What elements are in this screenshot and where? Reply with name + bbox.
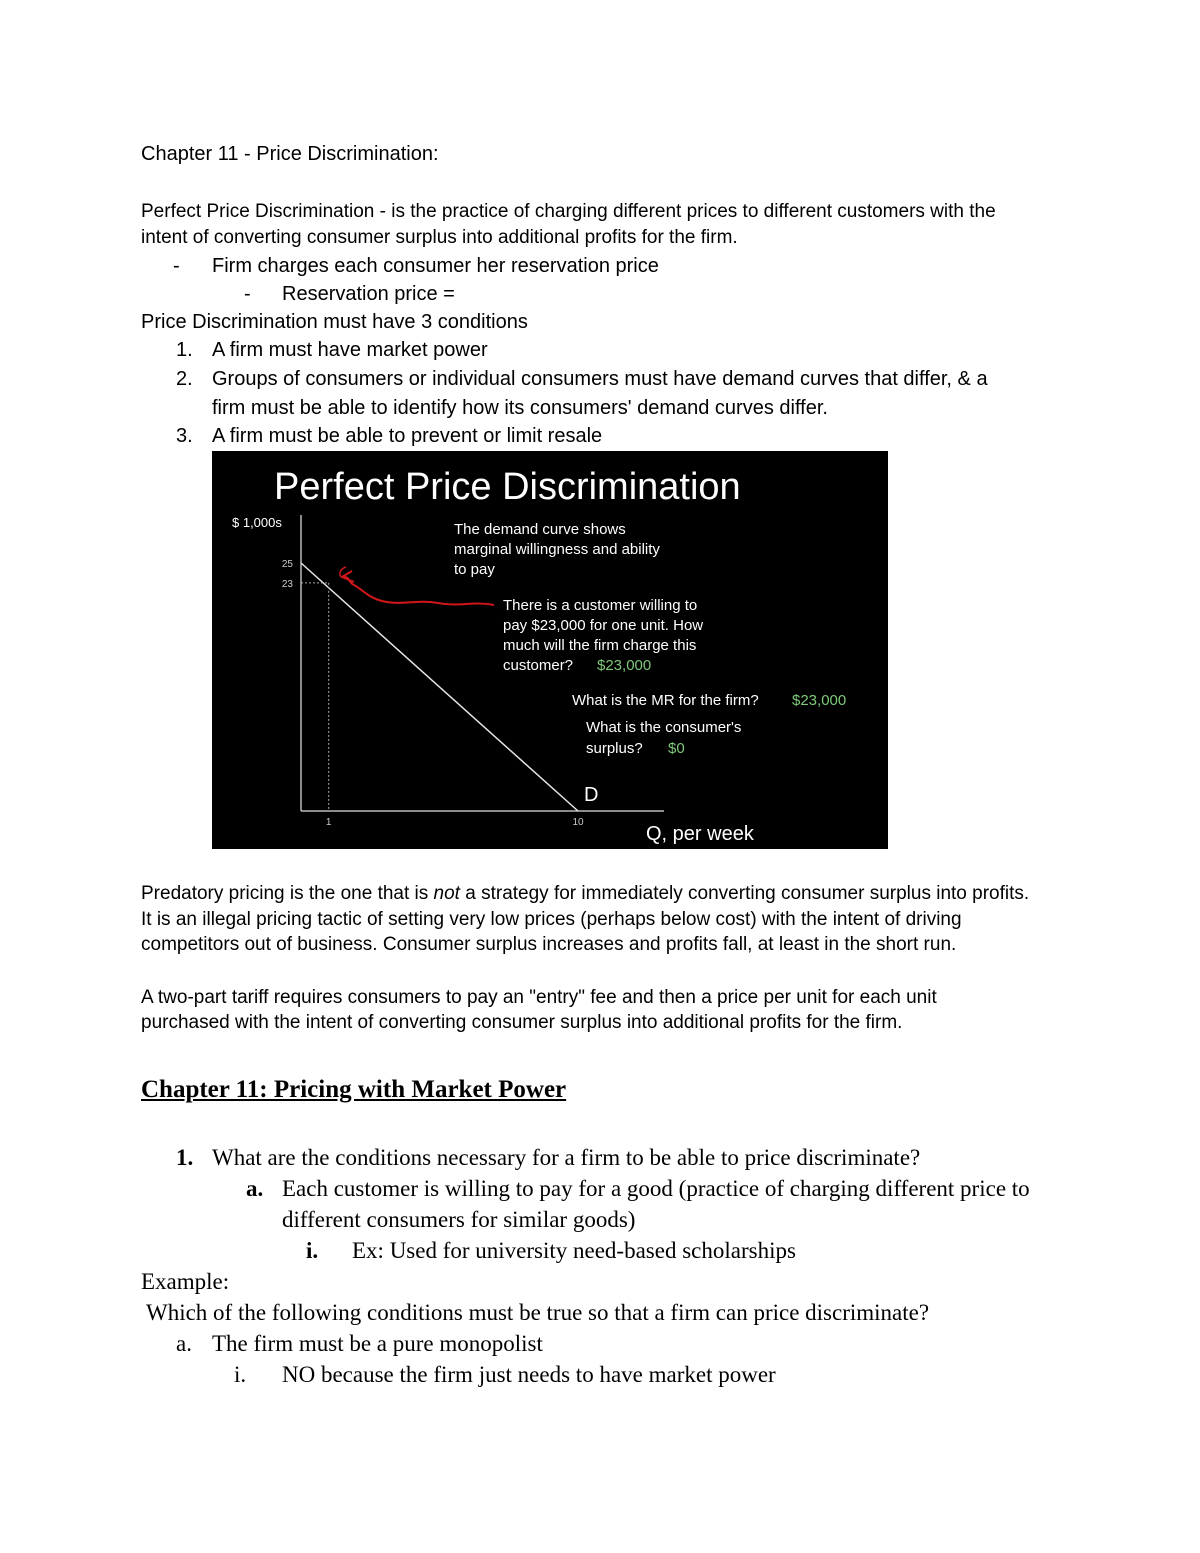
annotation-surplus-answer: $0 bbox=[668, 740, 685, 757]
annotation-customer-answer: $23,000 bbox=[597, 657, 652, 674]
condition-number: 2. bbox=[176, 368, 193, 390]
tariff-line1: A two-part tariff requires consumers to pay an "entry" fee and then a price per unit for each unit bbox=[141, 987, 937, 1008]
condition-number: 1. bbox=[176, 339, 193, 361]
annotation-mr-answer: $23,000 bbox=[792, 692, 847, 709]
option-sub-numeral: i. bbox=[234, 1362, 247, 1387]
annotation-customer-line3: much will the firm charge this bbox=[503, 637, 697, 654]
answer-text-line2: different consumers for similar goods) bbox=[282, 1207, 636, 1232]
condition-item: Groups of consumers or individual consumers must have demand curves that differ, & a bbox=[212, 368, 988, 390]
condition-item-continued: firm must be able to identify how its consumers' demand curves differ. bbox=[212, 397, 828, 419]
answer-letter: a. bbox=[246, 1176, 264, 1201]
annotation-customer-line4: customer? bbox=[503, 657, 574, 674]
predatory-line1-a: Predatory pricing is the one that is bbox=[141, 883, 434, 904]
option-sub-text: NO because the firm just needs to have market power bbox=[282, 1362, 776, 1387]
example-question: Which of the following conditions must be true so that a firm can price discriminate? bbox=[146, 1300, 930, 1325]
question-number: 1. bbox=[176, 1145, 194, 1170]
handwritten-arrowhead-icon bbox=[342, 571, 354, 582]
predatory-line2: It is an illegal pricing tactic of setting very low prices (perhaps below cost) with the intent of driving bbox=[141, 909, 962, 930]
option-letter: a. bbox=[176, 1331, 192, 1356]
ppd-definition-line1: Perfect Price Discrimination - is the practice of charging different prices to different customers with the bbox=[141, 201, 996, 222]
condition-item: A firm must have market power bbox=[212, 339, 488, 361]
chart-y-label: $ 1,000s bbox=[232, 515, 282, 530]
y-tick-label: 23 bbox=[281, 578, 293, 590]
sub-answer-numeral: i. bbox=[306, 1238, 319, 1263]
tariff-line2: purchased with the intent of converting consumer surplus into additional profits for the firm. bbox=[141, 1012, 903, 1033]
option-text: The firm must be a pure monopolist bbox=[212, 1331, 543, 1356]
demand-curve-label: D bbox=[584, 784, 599, 806]
bullet-dash: - bbox=[244, 283, 251, 305]
predatory-emphasis: not bbox=[433, 883, 460, 904]
question-text: What are the conditions necessary for a firm to be able to price discriminate? bbox=[212, 1145, 921, 1170]
example-label: Example: bbox=[141, 1269, 230, 1294]
perfect-price-discrimination-slide bbox=[212, 451, 888, 849]
annotation-surplus-line2: surplus? bbox=[586, 740, 643, 757]
predatory-line1-c: a strategy for immediately converting consumer surplus into profits. bbox=[459, 883, 1030, 904]
annotation-surplus-line1: What is the consumer's bbox=[586, 719, 742, 736]
sub-answer-text: Ex: Used for university need-based scholarships bbox=[352, 1238, 796, 1263]
bullet-reservation-price: Firm charges each consumer her reservation price bbox=[212, 255, 659, 277]
page-title: Chapter 11 - Price Discrimination: bbox=[141, 143, 439, 165]
bullet-reservation-definition: Reservation price = bbox=[282, 283, 455, 305]
predatory-line1 bbox=[141, 880, 1029, 908]
chart-title: Perfect Price Discrimination bbox=[274, 466, 741, 508]
ppd-definition-line2: intent of converting consumer surplus into additional profits for the firm. bbox=[141, 227, 738, 248]
annotation-customer-line1: There is a customer willing to bbox=[503, 597, 698, 614]
condition-number: 3. bbox=[176, 425, 193, 447]
x-tick-label: 10 bbox=[572, 817, 584, 828]
predatory-line3: competitors out of business. Consumer surplus increases and profits fall, at least in the short run. bbox=[141, 934, 957, 955]
handwritten-arrow-icon bbox=[344, 577, 494, 605]
condition-item: A firm must be able to prevent or limit resale bbox=[212, 425, 603, 447]
y-tick-label: 25 bbox=[281, 559, 293, 570]
annotation-demand-line3: to pay bbox=[454, 561, 495, 578]
annotation-mr-question: What is the MR for the firm? bbox=[572, 692, 759, 709]
annotation-customer-line2: pay $23,000 for one unit. How bbox=[503, 617, 704, 634]
chart-x-label: Q, per week bbox=[646, 823, 754, 845]
annotation-demand-line2: marginal willingness and ability bbox=[454, 541, 660, 558]
x-tick-label: 1 bbox=[325, 817, 332, 828]
answer-text-line1: Each customer is willing to pay for a good (practice of charging different price to bbox=[282, 1176, 1030, 1201]
demand-curve-chart bbox=[212, 451, 888, 849]
section-heading: Chapter 11: Pricing with Market Power bbox=[141, 1076, 567, 1103]
conditions-intro: Price Discrimination must have 3 conditions bbox=[141, 311, 528, 333]
bullet-dash: - bbox=[173, 255, 180, 277]
annotation-demand-line1: The demand curve shows bbox=[454, 521, 626, 538]
